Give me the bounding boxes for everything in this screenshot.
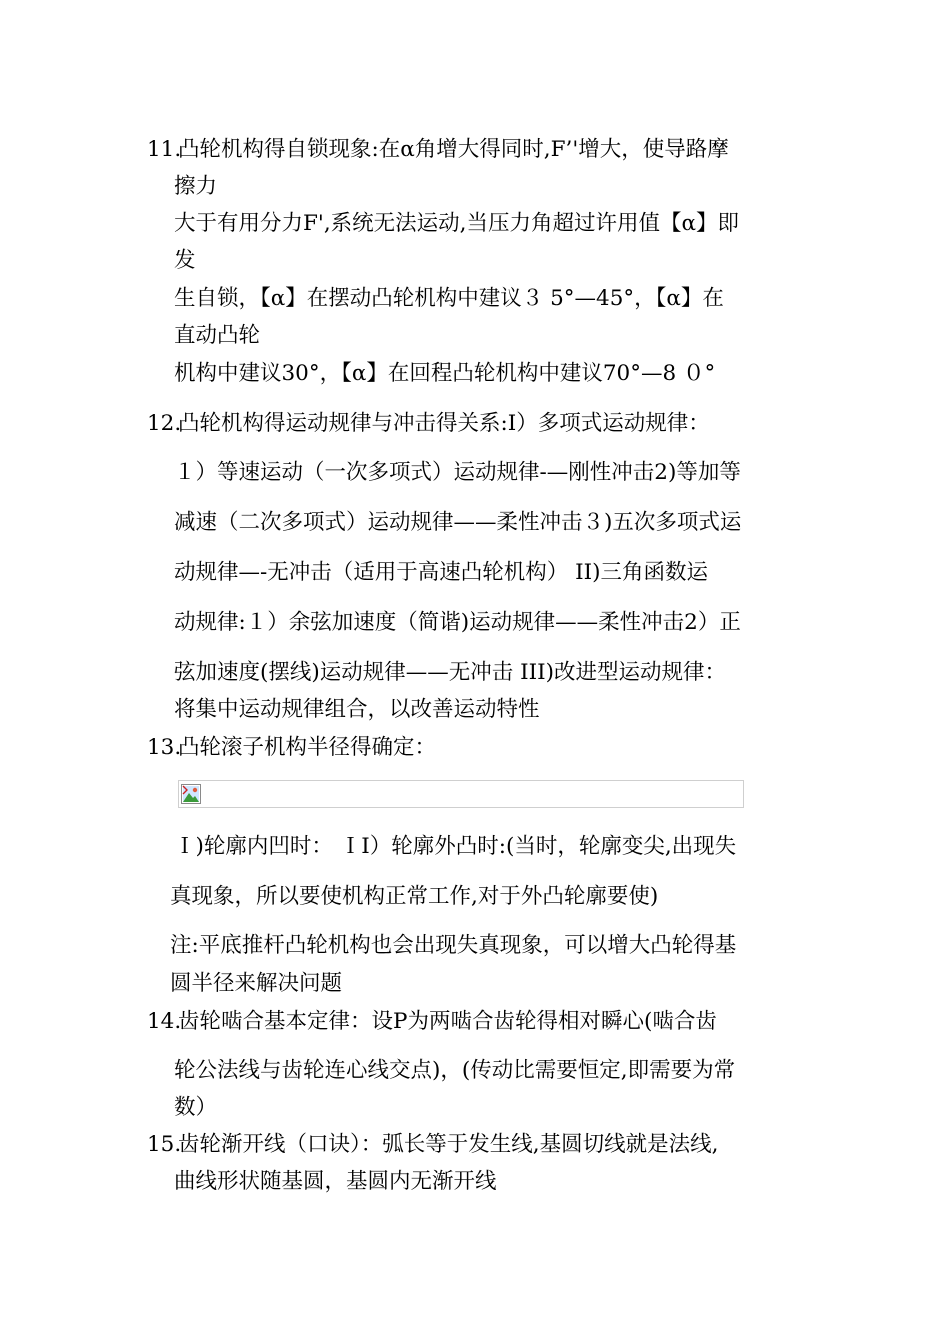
text-line: 减速（二次多项式）运动规律——柔性冲击３)五次多项式运 [174, 510, 742, 535]
text-line: 齿轮渐开线（口诀）：弧长等于发生线,基圆切线就是法线, [178, 1132, 719, 1157]
text-line: 数） [174, 1095, 218, 1120]
text-line: 注:平底推杆凸轮机构也会出现失真现象，可以增大凸轮得基 [170, 933, 737, 958]
text-line: 凸轮机构得自锁现象:在α角增大得同时,F’'增大，使导路摩 [178, 137, 729, 162]
text-line: 轮公法线与齿轮连心线交点)，(传动比需要恒定,即需要为常 [174, 1058, 736, 1083]
text-line: Ｉ)轮廓内凹时： ＩI）轮廓外凸时:(当时，轮廓变尖,出现失 [174, 834, 737, 859]
text-line: 曲线形状随基圆，基圆内无渐开线 [174, 1169, 497, 1194]
item-number: 11. [147, 137, 182, 162]
text-line: 凸轮滚子机构半径得确定： [178, 735, 437, 760]
image-placeholder [178, 780, 744, 808]
text-line: 生自锁，【α】在摆动凸轮机构中建议３ 5°—45°，【α】在 [174, 286, 724, 311]
text-line: 将集中运动规律组合，以改善运动特性 [174, 697, 540, 722]
text-line: １）等速运动（一次多项式）运动规律-—刚性冲击2)等加等 [174, 460, 741, 485]
text-line: 直动凸轮 [174, 323, 261, 348]
text-line: 发 [174, 248, 196, 273]
item-number: 14. [147, 1009, 182, 1034]
broken-image-icon [181, 784, 201, 804]
text-line: 真现象，所以要使机构正常工作,对于外凸轮廓要使) [170, 884, 659, 909]
text-line: 动规律:１）余弦加速度（简谐)运动规律——柔性冲击2）正 [174, 610, 741, 635]
text-line: 齿轮啮合基本定律：设P为两啮合齿轮得相对瞬心(啮合齿 [178, 1009, 717, 1034]
item-number: 13. [147, 735, 182, 760]
text-line: 圆半径来解决问题 [170, 971, 343, 996]
text-line: 机构中建议30°，【α】在回程凸轮机构中建议70°—8 ０° [174, 361, 716, 386]
text-line: 弦加速度(摆线)运动规律——无冲击 III)改进型运动规律： [174, 660, 726, 685]
item-number: 15. [147, 1132, 182, 1157]
text-line: 擦力 [174, 174, 218, 199]
text-line: 凸轮机构得运动规律与冲击得关系:I）多项式运动规律： [178, 411, 710, 436]
text-line: 大于有用分力F',系统无法运动,当压力角超过许用值【α】即 [174, 211, 740, 236]
text-line: 动规律—-无冲击（适用于高速凸轮机构） II)三角函数运 [174, 560, 708, 585]
item-number: 12. [147, 411, 182, 436]
